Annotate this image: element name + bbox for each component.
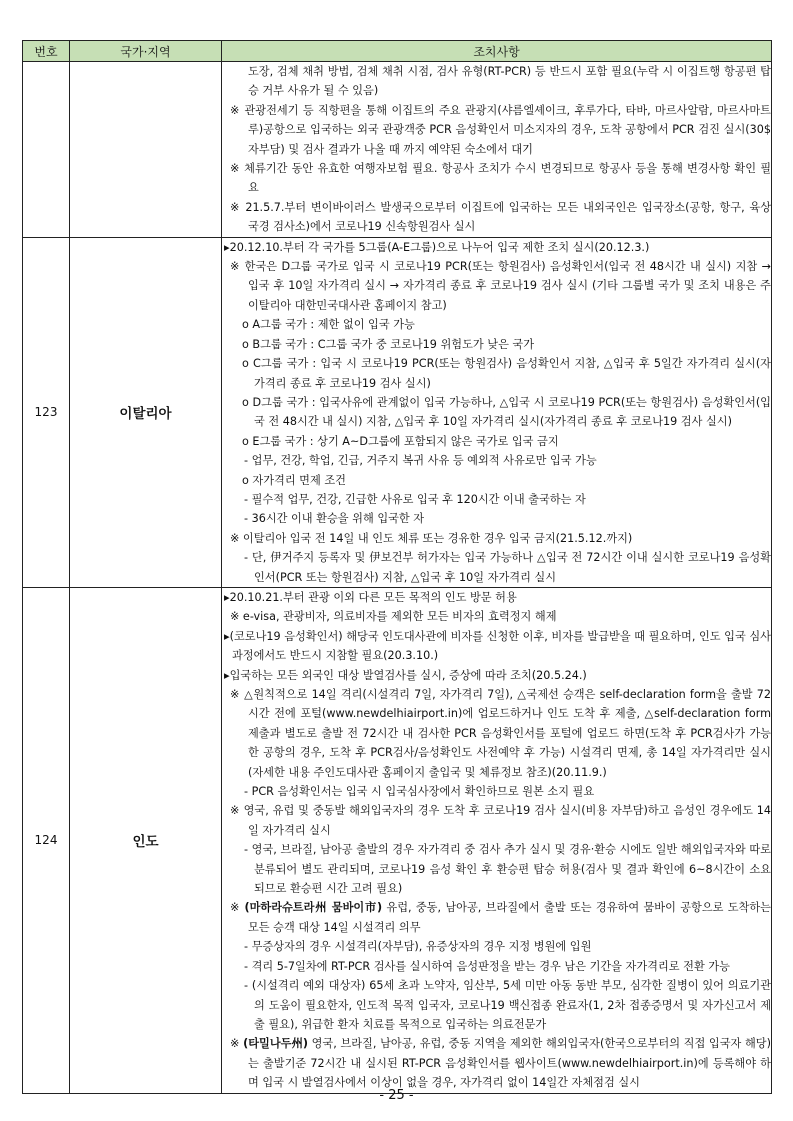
measure-line: ▸(코로나19 음성확인서) 해당국 인도대사관에 비자를 신청한 이후, 비자를 발급받을 때 필요하며, 인도 입국 심사과정에서도 반드시 지참할 필요(20.3.10.): [224, 629, 771, 663]
measure-line: - PCR 음성확인서는 입국 시 입국심사장에서 확인하므로 원본 소지 필요: [244, 785, 595, 799]
measure-line: ※ 관광전세기 등 직항편을 통해 이집트의 주요 관광지(샤름엘셰이크, 후루가다, 타바, 마르사알람, 마르사마트루)공항으로 입국하는 외국 관광객중 PCR 음성확인서 미소지자의 경우, 도착 공항에서 PCR 검진 실시(30$ 자부담) 및 검사 결과가 나올 때 까지 예약된 숙소에서 대기: [230, 103, 771, 156]
measure-line: - 단, 伊거주지 등록자 및 伊보건부 허가자는 입국 가능하나 △입국 전 72시간 이내 실시한 코로나19 음성확인서(PCR 또는 항원검사) 지참, △입국 후 10일 자가격리 실시: [244, 551, 771, 584]
measure-line: ※ 이탈리아 입국 전 14일 내 인도 체류 또는 경유한 경우 입국 금지(21.5.12.까지): [230, 531, 633, 545]
measure-line: - 36시간 이내 환승을 위해 입국한 자: [244, 512, 425, 526]
header-measures: 조치사항: [222, 41, 772, 62]
header-no: 번호: [23, 41, 70, 62]
measure-line: [226, 898, 771, 937]
measure-line: - 격리 5-7일차에 RT-PCR 검사를 실시하여 음성판정을 받는 경우 남은 기간을 자가격리로 전환 가능: [244, 959, 730, 973]
measure-line: - (시설격리 예외 대상자) 65세 초과 노약자, 임산부, 5세 미만 아동 동반 부모, 심각한 질병이 있어 의료기관의 도움이 필요한자, 인도적 목적 입국자, 코로나19 백신접종 완료자(1, 2차 접종증명서 및 자가신고서 제출 필요), 위급한 환자 치료를 목적으로 입국하는 의료전문가: [244, 979, 771, 1031]
measure-line: - 필수적 업무, 건강, 긴급한 사유로 입국 후 120시간 이내 출국하는 자: [244, 492, 586, 506]
measure-line: o D그룹 국가 : 입국사유에 관계없이 입국 가능하나, △입국 시 코로나19 PCR(또는 항원검사) 음성확인서(입국 전 48시간 내 실시) 지참, △입국 후 10일 자가격리 실시(자가격리 종료 후 코로나19 검사 실시): [242, 395, 771, 429]
table-row: [23, 587, 772, 1093]
row-country: [70, 62, 222, 238]
measure-text: 유럽, 중동, 남아공, 브라질에서 출발 또는 경유하여 뭄바이 공항으로 도착하는 모든 승객 대상 14일 시설격리 의무: [248, 901, 771, 934]
row-measures: [222, 587, 772, 1093]
measure-line: o C그룹 국가 : 입국 시 코로나19 PCR(또는 항원검사) 음성확인서 지참, △입국 후 5일간 자가격리 실시(자가격리 종료 후 코로나19 검사 실시): [242, 357, 771, 390]
measure-line: ▸입국하는 모든 외국인 대상 발열검사를 실시, 증상에 따라 조치(20.5.24.): [224, 668, 587, 682]
measure-line: ※ e-visa, 관광비자, 의료비자를 제외한 모든 비자의 효력정지 해제: [230, 610, 557, 624]
measure-line: [226, 1034, 771, 1092]
measure-line: ※ △원칙적으로 14일 격리(시설격리 7일, 자가격리 7일), △국제선 승객은 self-declaration form을 출발 72시간 전에 포털(www.newdelhiairport.in)에 업로드하거나 인도 도착 후 제출, △self-declaration form 제출과 별도로 출발 전 72시간 내 검사한 PCR 음성확인서를 포털에 업로드 하면(도착 후 PCR검사가 가능한 공항의 경우, 도착 후 PCR검사/음성확인도 사전예약 후 가능) 시설격리 면제, 총 14일 자가격리만 실시(자세한 내용 주인도대사관 홈페이지 출입국 및 체류정보 참조)(20.11.9.): [230, 688, 771, 779]
measure-line: o 자가격리 면제 조건: [242, 473, 346, 487]
measure-line: - 업무, 건강, 학업, 긴급, 거주지 복귀 사유 등 예외적 사유로만 입국 가능: [244, 454, 597, 468]
measures-table: [22, 40, 772, 1094]
measure-region: (마하라슈트라州 뭄바이市): [244, 901, 383, 915]
measure-line: - 무증상자의 경우 시설격리(자부담), 유증상자의 경우 지정 병원에 입원: [244, 940, 592, 954]
table-header-row: [23, 41, 772, 62]
table-row: [23, 237, 772, 587]
measure-prefix: ※: [230, 901, 245, 915]
measure-line: - 영국, 브라질, 남아공 출발의 경우 자가격리 중 검사 추가 실시 및 경유·환승 시에도 일반 해외입국자와 따로 분류되어 별도 관리되며, 코로나19 음성 확인 후 환승편 탑승 허용(검사 및 결과 확인에 6~8시간이 소요되므로 환승편 시간 고려 필요): [244, 843, 771, 896]
header-country: 국가·지역: [70, 41, 222, 62]
measure-line: ※ 영국, 유럽 및 중동발 해외입국자의 경우 도착 후 코로나19 검사 실시(비용 자부담)하고 음성인 경우에도 14일 자가격리 실시: [230, 804, 771, 837]
measure-line: o A그룹 국가 : 제한 없이 입국 가능: [242, 318, 415, 332]
row-measures: [222, 237, 772, 587]
page-number: - 25 -: [379, 1088, 414, 1103]
measure-prefix: ※: [230, 1037, 244, 1051]
measure-text: 영국, 브라질, 남아공, 유럽, 중동 지역을 제외한 해외입국자(한국으로부터의 직접 입국자 해당)는 출발기준 72시간 내 실시된 RT-PCR 음성확인서를 웹사이트(www.newdelhiairport.in)에 등록해야 하며 입국 시 발열검사에서 이상이 없을 경우, 자가격리 없이 14일간 자체점검 실시: [248, 1037, 771, 1090]
measure-line: ▸20.12.10.부터 각 국가를 5그룹(A-E그룹)으로 나누어 입국 제한 조치 실시(20.12.3.): [224, 240, 650, 254]
row-number: [23, 62, 70, 238]
row-measures: [222, 62, 772, 238]
measure-line: 도장, 검체 채취 방법, 검체 채취 시점, 검사 유형(RT-PCR) 등 반드시 포함 필요(누락 시 이집트행 항공편 탑승 거부 사유가 될 수 있음): [248, 65, 771, 98]
measure-line: ※ 21.5.7.부터 변이바이러스 발생국으로부터 이집트에 입국하는 모든 내외국인은 입국장소(공항, 항구, 육상 국경 검사소)에서 코로나19 신속항원검사 실시: [230, 200, 771, 234]
measure-line: o E그룹 국가 : 상기 A~D그룹에 포함되지 않은 국가로 입국 금지: [242, 434, 559, 448]
measure-line: ▸20.10.21.부터 관광 이외 다른 모든 목적의 인도 방문 허용: [224, 590, 517, 604]
table-row: [23, 62, 772, 238]
row-number: 124: [23, 587, 70, 1093]
measure-line: o B그룹 국가 : C그룹 국가 중 코로나19 위험도가 낮은 국가: [242, 337, 535, 351]
measure-region: (타밀나두州): [243, 1037, 308, 1051]
measure-line: ※ 체류기간 동안 유효한 여행자보험 필요. 항공사 조치가 수시 변경되므로 항공사 등을 통해 변경사항 확인 필요: [230, 162, 771, 195]
row-number: 123: [23, 237, 70, 587]
row-country: 이탈리아: [70, 237, 222, 587]
row-country: 인도: [70, 587, 222, 1093]
measure-line: ※ 한국은 D그룹 국가로 입국 시 코로나19 PCR(또는 항원검사) 음성확인서(입국 전 48시간 내 실시) 지참 → 입국 후 10일 자가격리 실시 → 자가격리 종료 후 코로나19 검사 실시 (기타 그룹별 국가 및 조치 내용은 주이탈리아 대한민국대사관 홈페이지 참고): [230, 260, 771, 312]
